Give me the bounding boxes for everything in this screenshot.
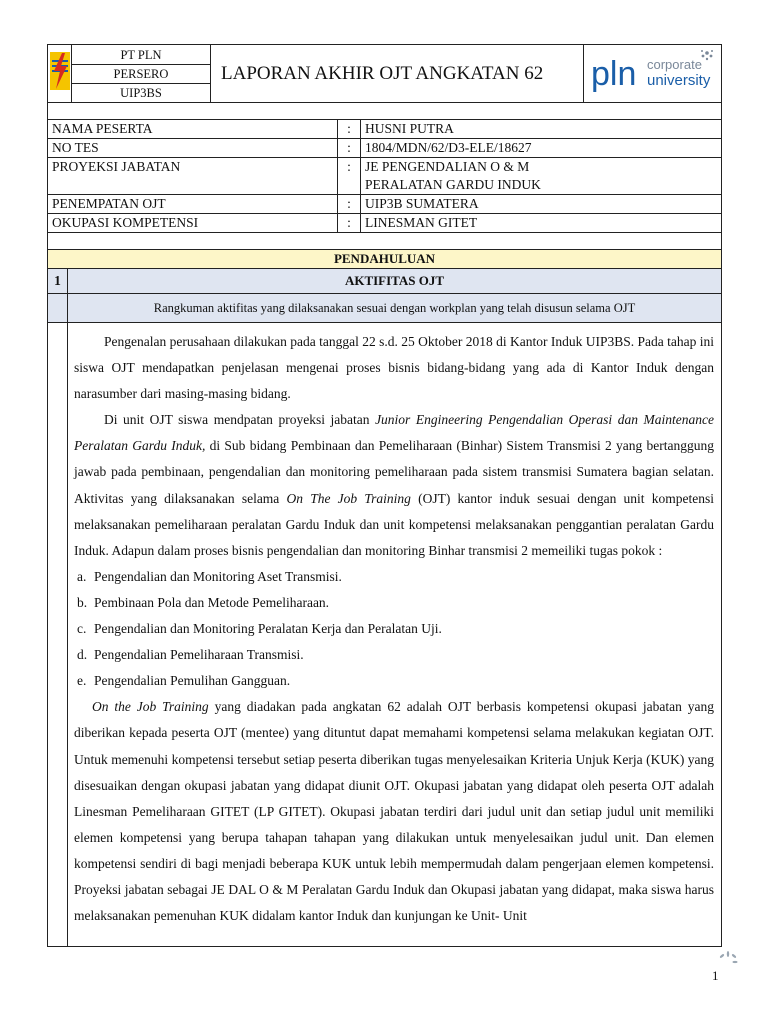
report-page <box>47 44 721 947</box>
section-number: 1 <box>48 269 68 294</box>
spacer-row <box>48 233 722 250</box>
list-marker: d. <box>77 647 88 663</box>
info-row-nama <box>48 120 722 139</box>
blank-cell <box>48 294 68 323</box>
logo-mark-text: pln <box>590 55 636 93</box>
corporate-university-logo-icon <box>589 45 717 97</box>
info-row-proyeksi <box>48 158 722 195</box>
p3-italic: On the Job Training <box>92 699 209 715</box>
info-value: UIP3B SUMATERA <box>361 195 722 214</box>
info-label: PENEMPATAN OJT <box>48 195 338 214</box>
section-title: PENDAHULUAN <box>48 250 722 269</box>
paragraph-2 <box>74 407 714 564</box>
info-value <box>361 158 722 195</box>
list-text: Pengendalian Pemeliharaan Transmisi. <box>94 647 304 663</box>
info-value-line2: PERALATAN GARDU INDUK <box>365 177 541 192</box>
p2-italic-1: Junior Engineering Pengendalian Operasi dan Maintenance Peralatan Gardu Induk, <box>74 412 715 454</box>
company-line-2: PERSERO <box>72 65 210 84</box>
list-item <box>74 590 714 616</box>
info-row-penempatan <box>48 195 722 214</box>
info-label: OKUPASI KOMPETENSI <box>48 214 338 233</box>
list-marker: b. <box>77 594 88 610</box>
pln-corporate-university-logo <box>584 45 722 103</box>
list-item <box>74 616 714 642</box>
info-value: HUSNI PUTRA <box>361 120 722 139</box>
p2-b: di Sub bidang Pembinaan dan Pemeliharaan (Binhar) Sistem Transmisi 2 yang bertanggung jawab pada pembinaan, pengendalian dan monitoring pemeliharaan pada sistem transmisi Sumatera bagian selatan. Aktivitas yang dilaksanakan selama <box>74 438 714 506</box>
report-title: LAPORAN AKHIR OJT ANGKATAN 62 <box>211 45 584 103</box>
body-content <box>68 323 722 947</box>
company-name <box>72 45 211 103</box>
info-value-line1: JE PENGENDALIAN O & M <box>365 159 530 174</box>
section-summary: Rangkuman aktifitas yang dilaksanakan sesuai dengan workplan yang telah disusun selama OJT <box>68 294 722 323</box>
list-text: Pengendalian dan Monitoring Peralatan Kerja dan Peralatan Uji. <box>94 621 442 637</box>
p2-italic-2: On The Job Training <box>286 490 411 506</box>
list-item <box>74 642 714 668</box>
info-colon: : <box>338 120 361 139</box>
info-value: LINESMAN GITET <box>361 214 722 233</box>
company-line-3: UIP3BS <box>120 85 162 100</box>
page-number: 1 <box>712 968 719 983</box>
p3-text: yang diadakan pada angkatan 62 adalah OJT berbasis kompetensi okupasi jabatan yang diberikan kepada peserta OJT (mentee) yang dituntut dapat memahami kompetensi selama melakukan kegiatan OJT. Untuk memenuhi kompetensi tersebut setiap peserta diberikan tugas menyelesaikan Kriteria Unjuk Kerja (KUK) yang disesuaikan dengan okupasi jabatan yang didapat diunit OJT. Okupasi jabatan yang didapat oleh peserta OJT adalah Linesman Pemeliharaan GITET (LP GITET). Okupasi jabatan terdiri dari judul unit dan setiap judul unit memiliki elemen kompetensi yang berupa tahapan tahapan yang dilakukan untuk menyelesaikan judul unit. Dan elemen kompetensi sendiri di bagi menjadi beberapa KUK untuk lebih mempermudah dalam pengerjaan elemen kompetensi. Proyeksi jabatan sebagai JE DAL O & M Peralatan Gardu Induk dan Okupasi jabatan yang didapat, maka siswa harus melaksanakan pemenuhan KUK didalam kantor Induk dan kunjungan ke Unit- Unit <box>74 699 714 924</box>
p2-c: (OJT) kantor induk sesuai dengan unit kompetensi melaksanakan pemeliharaan peralatan Gardu Induk dan unit kompetensi melaksanakan penggantian peralatan Gardu Induk. Adapun dalam proses bisnis pengendalian dan monitoring Binhar transmisi 2 memeiliki tugas pokok : <box>74 490 715 558</box>
header-table <box>47 44 722 103</box>
spacer-row <box>48 103 722 120</box>
info-row-okupasi <box>48 214 722 233</box>
info-colon: : <box>338 214 361 233</box>
info-table <box>47 102 722 250</box>
info-row-notes <box>48 139 722 158</box>
info-label: NAMA PESERTA <box>48 120 338 139</box>
company-line-1: PT PLN <box>72 46 210 65</box>
tugas-list <box>74 564 714 694</box>
list-marker: a. <box>77 568 87 584</box>
section-table <box>47 249 722 947</box>
paragraph-3 <box>74 694 714 929</box>
list-item <box>74 668 714 694</box>
list-marker: e. <box>77 673 87 689</box>
p2-a: Di unit OJT siswa mendpatan proyeksi jabatan <box>104 412 376 428</box>
info-label: PROYEKSI JABATAN <box>48 158 338 195</box>
list-text: Pengendalian Pemulihan Gangguan. <box>94 673 291 689</box>
logo-text-bottom: university <box>646 72 710 89</box>
list-text: Pembinaan Pola dan Metode Pemeliharaan. <box>94 594 330 610</box>
logo-text-top: corporate <box>646 57 702 72</box>
info-colon: : <box>338 195 361 214</box>
list-item <box>74 564 714 590</box>
section-subtitle: AKTIFITAS OJT <box>68 269 722 294</box>
lightning-logo-icon <box>49 51 71 91</box>
list-marker: c. <box>77 621 87 637</box>
list-text: Pengendalian dan Monitoring Aset Transmisi. <box>94 568 342 584</box>
info-label: NO TES <box>48 139 338 158</box>
info-colon: : <box>338 139 361 158</box>
info-colon: : <box>338 158 361 195</box>
pln-logo <box>48 45 72 103</box>
info-value: 1804/MDN/62/D3-ELE/18627 <box>361 139 722 158</box>
blank-cell <box>48 323 68 947</box>
paragraph-1: Pengenalan perusahaan dilakukan pada tanggal 22 s.d. 25 Oktober 2018 di Kantor Induk UIP3BS. Pada tahap ini siswa OJT mendapatkan penjelasan mengenai proses bisnis bidang-bidang yang ada di Kantor Induk dengan narasumber dari masing-masing bidang. <box>74 334 714 402</box>
leaf-ornament-icon <box>716 950 740 972</box>
